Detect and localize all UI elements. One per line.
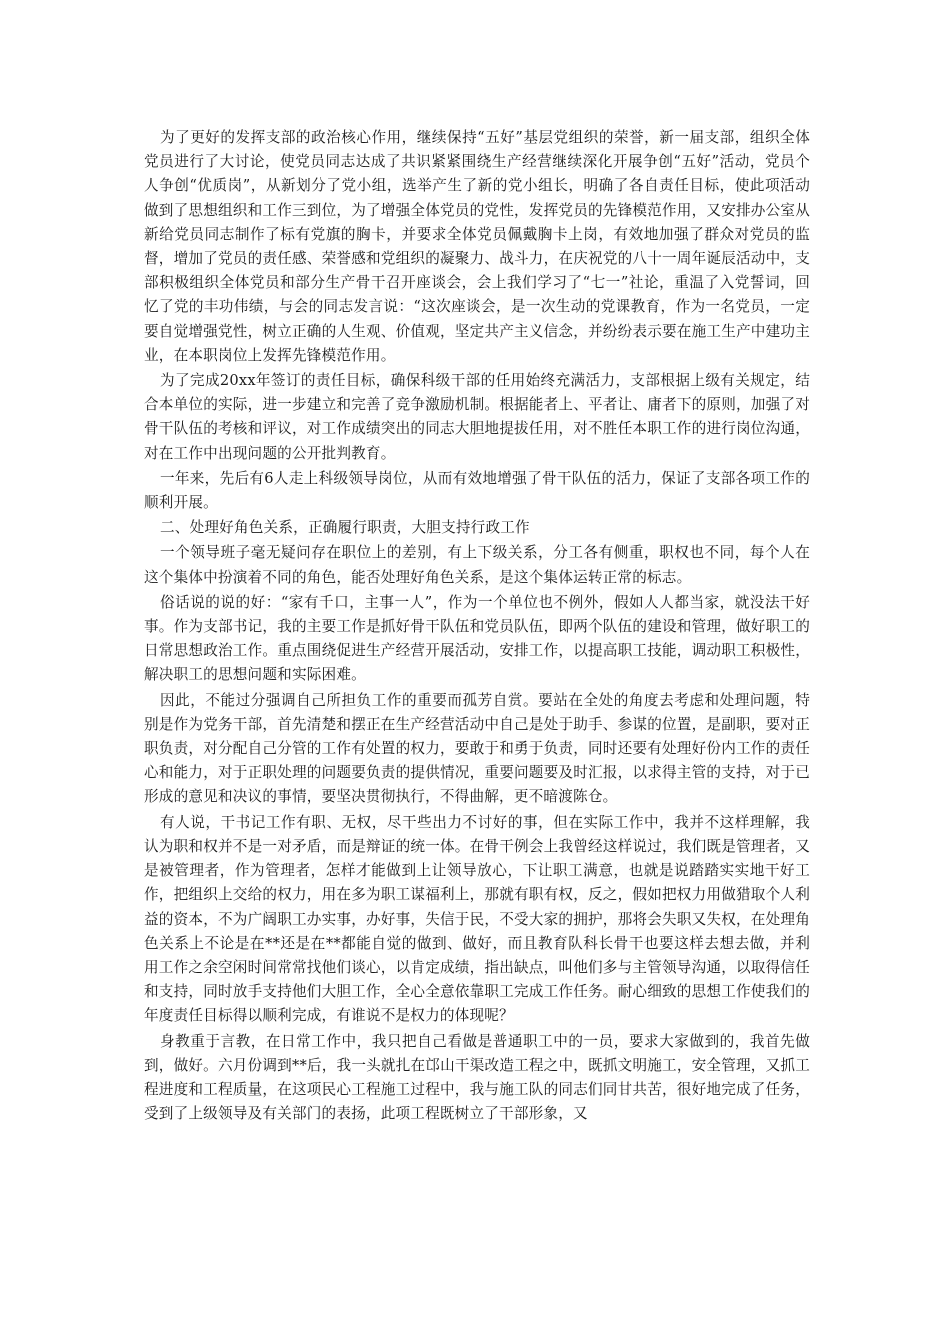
paragraph-lead-by-example: 身教重于言教，在日常工作中，我只把自己看做是普通职工中的一员，要求大家做到的，我首先做到，做好。六月份调到**后，我一头就扎在邙山干渠改造工程之中，既抓文明施工，安全管理，又抓工程进度和工程质量，在这项民心工程施工过程中，我与施工队的同志们同甘共苦，很好地完成了任务，受到了上级领导及有关部门的表扬，此项工程既树立了干部形象，又	[144, 1032, 810, 1123]
document-body	[144, 126, 810, 1127]
paragraph-assistant-position: 因此，不能过分强调自己所担负工作的重要而孤芳自赏。要站在全处的角度去考虑和处理问题，特别是作为党务干部，首先清楚和摆正在生产经营活动中自己是处于助手、参谋的位置，是副职，要对正职负责，对分配自己分管的工作有处置的权力，要敢于和勇于负责，同时还要有处理好份内工作的责任心和能力，对于正职处理的问题要负责的提供情况，重要问题要及时汇报，以求得主管的支持，对于已形成的意见和决议的事情，要坚决贯彻执行，不得曲解，更不暗渡陈仓。	[144, 691, 810, 806]
paragraph-power-and-duty: 有人说，干书记工作有职、无权，尽干些出力不讨好的事，但在实际工作中，我并不这样理解，我认为职和权并不是一对矛盾，而是辩证的统一体。在骨干例会上我曾经这样说过，我们既是管理者，又是被管理者，作为管理者，怎样才能做到上让领导放心，下让职工满意，也就是说踏踏实实地干好工作，把组织上交给的权力，用在多为职工谋福利上，那就有职有权，反之，假如把权力用做猎取个人利益的资本，不为广阔职工办实事，办好事，失信于民，不受大家的拥护，那将会失职又失权，在处理角色关系上不论是在**还是在**都能自觉的做到、做好，而且教育队科长骨干也要这样去想去做，并利用工作之余空闲时间常常找他们谈心，以肯定成绩，指出缺点，叫他们多与主管领导沟通，以取得信任和支持，同时放手支持他们大胆工作，全心全意依靠职工完成工作任务。耐心细致的思想工作使我们的年度责任目标得以顺利完成，有谁说不是权力的体现呢？	[144, 813, 810, 1025]
paragraph-branch-secretary-duties: 俗话说的说的好：“家有千口，主事一人”，作为一个单位也不例外，假如人人都当家，就没法干好事。作为支部书记，我的主要工作是抓好骨干队伍和党员队伍，即两个队伍的建设和管理，做好职工的日常思想政治工作。重点围绕促进生产经营开展活动，安排工作，以提高职工技能，调动职工积极性，解决职工的思想问题和实际困难。	[144, 593, 810, 684]
paragraph-leadership-roles: 一个领导班子毫无疑问存在职位上的差别，有上下级关系，分工各有侧重，职权也不同，每个人在这个集体中扮演着不同的角色，能否处理好角色关系，是这个集体运转正常的标志。	[144, 544, 810, 586]
paragraph-cadre-mechanism: 为了完成20xx年签订的责任目标，确保科级干部的任用始终充满活力，支部根据上级有关规定，结合本单位的实际，进一步建立和完善了竞争激励机制。根据能者上、平者让、庸者下的原则，加强了对骨干队伍的考核和评议，对工作成绩突出的同志大胆地提拔任用，对不胜任本职工作的进行岗位沟通，对在工作中出现问题的公开批判教育。	[144, 372, 810, 462]
paragraph-party-building: 为了更好的发挥支部的政治核心作用，继续保持“五好”基层党组织的荣誉，新一届支部，组织全体党员进行了大讨论，使党员同志达成了共识紧紧围绕生产经营继续深化开展争创“五好”活动，党员个人争创“优质岗”，从新划分了党小组，选举产生了新的党小组长，明确了各自责任目标，使此项活动做到了思想组织和工作三到位，为了增强全体党员的党性，发挥党员的先锋模范作用，又安排办公室从新给党员同志制作了标有党旗的胸卡，并要求全体党员佩戴胸卡上岗，有效地加强了群众对党员的监督，增加了党员的责任感、荣誉感和党组织的凝聚力、战斗力，在庆祝党的八十一周年诞辰活动中，支部积极组织全体党员和部分生产骨干召开座谈会，会上我们学习了“七一”社论，重温了入党誓词，回忆了党的丰功伟绩，与会的同志发言说：“这次座谈会，是一次生动的党课教育，作为一名党员，一定要自觉增强党性，树立正确的人生观、价值观，坚定共产主义信念，并纷纷表示要在施工生产中建功主业，在本职岗位上发挥先锋模范作用。	[144, 129, 810, 364]
paragraph-promotions: 一年来，先后有6人走上科级领导岗位，从而有效地增强了骨干队伍的活力，保证了支部各项工作的顺利开展。	[144, 469, 810, 512]
section-heading-roles: 二、处理好角色关系，正确履行职责，大胆支持行政工作	[160, 519, 530, 537]
